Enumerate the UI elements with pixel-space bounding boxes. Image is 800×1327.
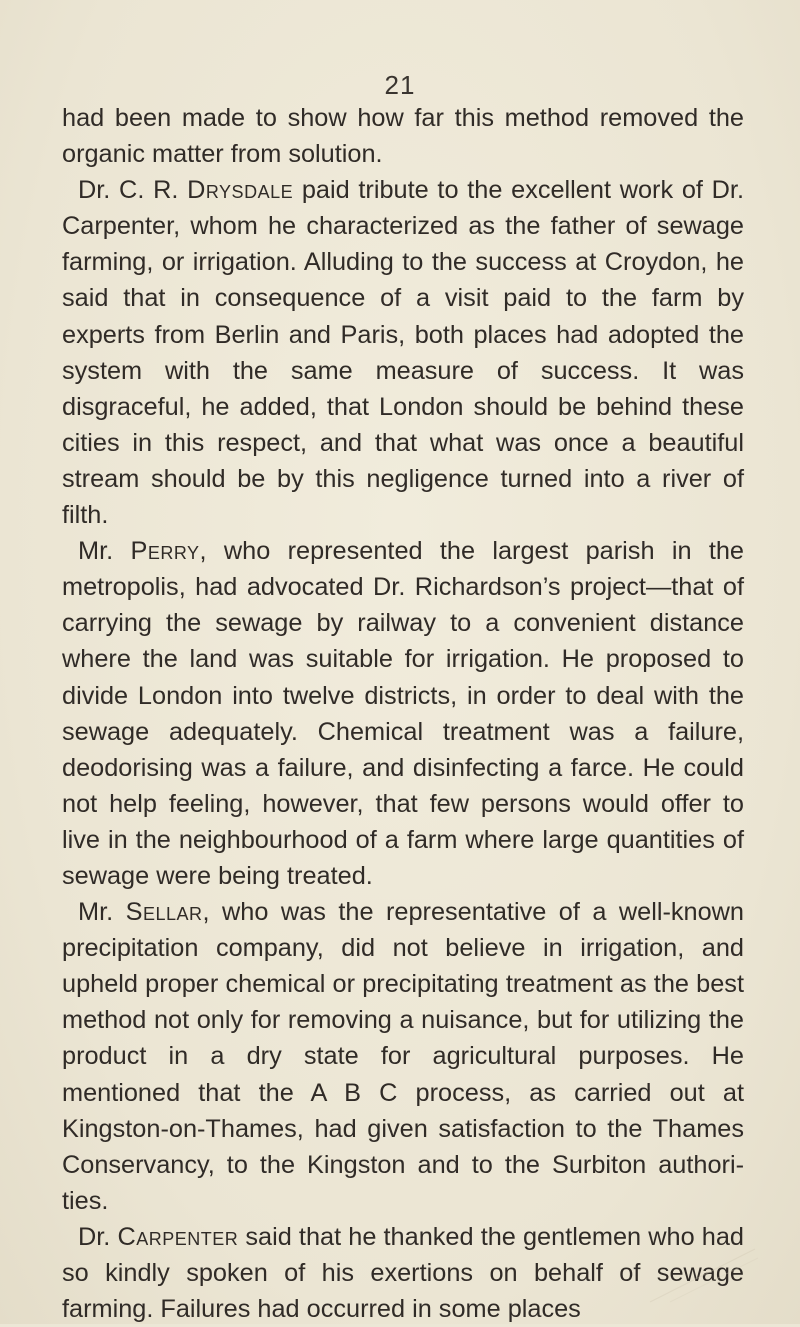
speaker-name: Perry bbox=[130, 537, 200, 566]
speaker-name: Carpenter bbox=[117, 1222, 239, 1251]
paragraph-perry bbox=[62, 533, 744, 894]
paragraph-lead: Dr. bbox=[78, 1222, 118, 1251]
paragraph-text: paid tribute to the excellent work of Dr. Carpenter, whom he characterized as the father of sewage farming, or irrigation. Alluding to the success at Croydon, he said that in consequence of a visit paid to the farm by experts from Berlin and Paris, both places had adopted the system with the same measure of success. It was disgraceful, he added, that London should be behind these cities in this respect, and that what was once a beautiful stream should be by this negligence turned into a river of filth. bbox=[62, 176, 744, 530]
paragraph-lead: Mr. bbox=[78, 898, 126, 927]
paragraph-lead: Dr. C. R. bbox=[78, 176, 188, 205]
paragraph-text: , who was the representative of a well-known precipitation company, did not believe in irrigation, and upheld proper chemical or precipitating treatment as the best method not only for removing a nuisance, but for utilizing the product in a dry state for agricultural purposes. He mentioned that the A B C process, as carried out at Kingston-on-Thames, had given satisfaction to the Thames Conservancy, to the Kingston and to the Surbiton authori- ties. bbox=[62, 898, 744, 1215]
paragraph-sellar bbox=[62, 894, 744, 1219]
paper-crease-mark bbox=[640, 1244, 760, 1304]
paragraph-continuation bbox=[62, 100, 744, 172]
paragraph-text: , who represented the largest parish in the metropolis, had advocated Dr. Richardson’s project—that of carrying the sewage by railway to a convenient distance where the land was suitable for irrigation. He proposed to divide London into twelve districts, in order to deal with the sewage adequately. Chemical treatment was a failure, deodorising was a failure, and disinfecting a farce. He could not help feeling, however, that few persons would offer to live in the neighbourhood of a farm where large quantities of sewage were being treated. bbox=[62, 537, 744, 890]
page-number: 21 bbox=[384, 70, 416, 100]
speaker-name: Drysdale bbox=[187, 176, 294, 205]
speaker-name: Sellar bbox=[125, 898, 203, 927]
paragraph-text: said that he thanked the gentlemen who had so kindly spoken of his exertions on behalf of sewage farming. Failures had occurred in some places bbox=[62, 1222, 744, 1324]
paragraph-drysdale bbox=[62, 172, 744, 533]
paragraph-lead: Mr. bbox=[78, 537, 131, 566]
paragraph-text: had been made to show how far this method removed the organic matter from solution. bbox=[62, 104, 744, 169]
body-text bbox=[62, 100, 744, 1327]
